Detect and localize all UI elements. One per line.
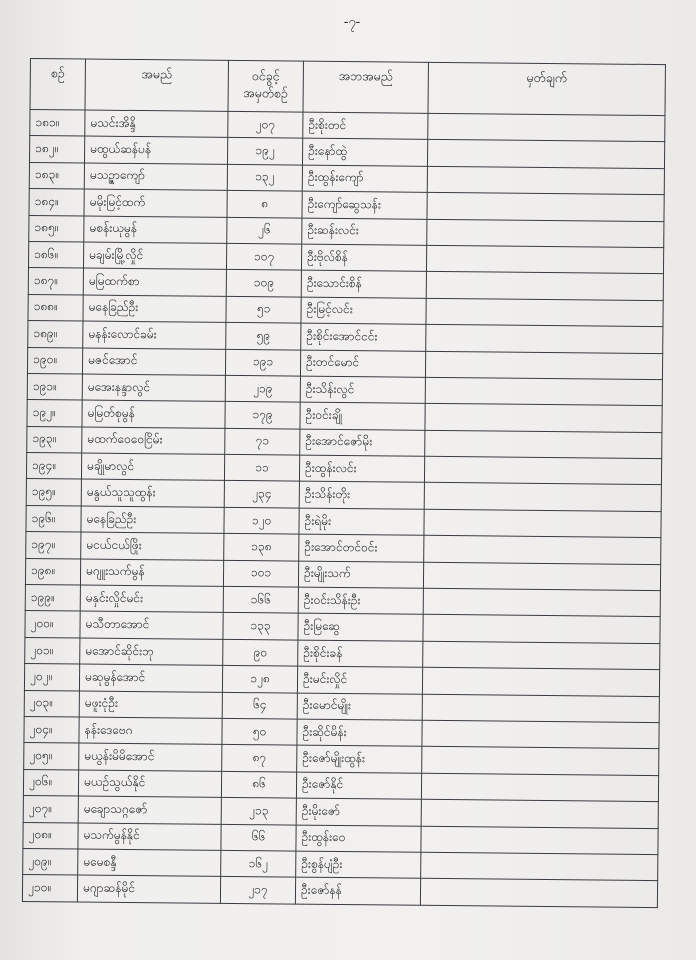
cell-name: မသက်မွန်နိုင်: [78, 823, 221, 851]
cell-father-name: ဦးထွန်းကျော်: [302, 165, 427, 193]
cell-remark: [425, 404, 662, 433]
cell-father-name: ဦးဝင်းချို: [300, 402, 425, 430]
cell-remark: [425, 430, 662, 459]
cell-remark: [420, 879, 657, 908]
cell-remark: [421, 773, 658, 802]
header-name: အမည်: [85, 59, 228, 111]
cell-roll-number: ၆၆: [221, 824, 296, 851]
cell-number: ၂၀၈။: [23, 822, 78, 849]
cell-roll-number: ၁၉၂: [227, 138, 302, 165]
cell-father-name: ဦးထွန်းလင်း: [299, 455, 424, 483]
cell-roll-number: ၂၁၇: [220, 877, 295, 904]
cell-roll-number: ၉၀: [223, 639, 298, 666]
cell-number: ၁၉၂။: [27, 400, 82, 427]
cell-roll-number: ၈: [227, 191, 302, 218]
cell-father-name: ဦးမင်းလှိုင်: [297, 666, 422, 694]
cell-roll-number: ၆၄: [222, 692, 297, 719]
cell-remark: [427, 192, 664, 221]
cell-name: မအောင်ဆိုင်းဘု: [80, 638, 223, 666]
cell-remark: [427, 219, 664, 248]
cell-number: ၁၉၁။: [27, 373, 82, 400]
cell-remark: [424, 509, 661, 538]
header-number: စဉ်: [30, 59, 85, 111]
cell-roll-number: ၂၁၉: [225, 375, 300, 402]
cell-roll-number: ၁၃၈: [224, 534, 299, 561]
cell-father-name: ဦးမိုးဇော်: [296, 798, 421, 826]
cell-name: မဖူးငုံဦး: [79, 691, 222, 719]
cell-name: မမြတ်စုမွန်: [82, 400, 225, 428]
cell-remark: [421, 852, 658, 881]
cell-number: ၁၈၅။: [29, 215, 84, 242]
cell-name: မအေးနန္ဒာလွင်: [82, 374, 225, 402]
cell-remark: [426, 272, 663, 301]
cell-name: မချောသဂ္ဂဇော်: [78, 796, 221, 824]
cell-roll-number: ၁၆၆: [223, 586, 298, 613]
cell-number: ၁၉၈။: [25, 558, 80, 585]
cell-remark: [423, 641, 660, 670]
cell-father-name: ဦးမောင်မျိုး: [297, 693, 422, 721]
cell-roll-number: ၇၁: [225, 428, 300, 455]
cell-roll-number: ၁၁: [224, 454, 299, 481]
cell-number: ၁၈၇။: [28, 268, 83, 295]
cell-number: ၁၈၆။: [28, 241, 83, 268]
cell-roll-number: ၁၃၂: [227, 164, 302, 191]
cell-roll-number: ၁၆၂: [221, 850, 296, 877]
cell-father-name: ဦးတင်မောင်: [300, 350, 425, 378]
table-row: [22, 875, 657, 907]
cell-remark: [422, 694, 659, 723]
cell-father-name: ဦးသိန်းတိုး: [299, 482, 424, 510]
cell-roll-number: ၈၇: [222, 745, 297, 772]
cell-name: မထွယ်ဆန်ပန်: [84, 136, 227, 164]
header-father-name: အဘအမည်: [303, 61, 428, 113]
page-number: -၇-: [343, 15, 361, 30]
cell-father-name: ဦးသိန်းလွင်: [300, 376, 425, 404]
cell-father-name: ဦးဇော်မျိုးထွန်း: [297, 745, 422, 773]
cell-remark: [424, 536, 661, 565]
cell-name: မနှင်းလှိုင်မင်း: [80, 585, 223, 613]
cell-father-name: ဦးဗိုလ်စိန်: [301, 244, 426, 272]
cell-roll-number: ၅၀: [222, 718, 297, 745]
cell-father-name: ဦးထွန်းဝေ: [296, 825, 421, 853]
cell-number: ၁၈၈။: [28, 294, 83, 321]
cell-father-name: ဦးစိုင်းခန်: [298, 640, 423, 668]
cell-roll-number: ၁၂၈: [222, 666, 297, 693]
cell-roll-number: ၁၂၀: [224, 507, 299, 534]
cell-number: ၂၀၇။: [23, 796, 78, 823]
cell-name: မထက်ဝေဝေငြိမ်း: [82, 427, 225, 455]
cell-roll-number: ၈၆: [221, 771, 296, 798]
cell-father-name: ဦးမြင့်လင်း: [301, 297, 426, 325]
cell-number: ၂၀၆။: [23, 769, 78, 796]
cell-number: ၁၈၂။: [29, 136, 84, 163]
cell-father-name: ဦးရဲမိုး: [299, 508, 424, 536]
cell-father-name: ဦးသောင်းစိန်: [301, 270, 426, 298]
cell-roll-number: ၂၃၄: [224, 481, 299, 508]
cell-number: ၁၉၄။: [26, 453, 81, 480]
cell-roll-number: ၅၉: [226, 323, 301, 350]
cell-father-name: ဦးအောင်ဇော်မိုး: [300, 429, 425, 457]
cell-name: မမေစန္ဒီ: [78, 849, 221, 877]
cell-father-name: ဦးစိုးတင်: [303, 112, 428, 140]
cell-father-name: ဦးဇော်နိုင်: [296, 772, 421, 800]
cell-name: မနွယ်သူသူထွန်း: [81, 479, 224, 507]
cell-name: မငယ်ငယ်ဖြိုး: [81, 532, 224, 560]
cell-number: ၁၉၇။: [26, 532, 81, 559]
cell-roll-number: ၁၀၁: [223, 560, 298, 587]
cell-remark: [421, 826, 658, 855]
cell-number: ၁၈၉။: [28, 321, 83, 348]
cell-roll-number: ၁၉၁: [225, 349, 300, 376]
cell-number: ၂၁၀။: [22, 875, 77, 902]
header-remark: မှတ်ချက်: [428, 62, 665, 115]
cell-name: နန်းဒေဗေဂ: [79, 717, 222, 745]
cell-remark: [422, 747, 659, 776]
cell-roll-number: ၁၃၃: [223, 613, 298, 640]
cell-name: မယွန်းမိမိအောင်: [79, 743, 222, 771]
cell-number: ၂၀၃။: [24, 690, 79, 717]
cell-name: မချမ်းမြို့လှိုင်: [83, 242, 226, 270]
cell-father-name: ဦးအောင်တင်ဝင်း: [299, 534, 424, 562]
cell-father-name: ဦးကျော်ဆွေသန်း: [302, 191, 427, 219]
cell-remark: [426, 245, 663, 274]
cell-father-name: ဦးဆိုင်မိန်း: [297, 719, 422, 747]
cell-roll-number: ၂၆: [227, 217, 302, 244]
cell-number: ၁၈၃။: [29, 162, 84, 189]
table-header-row: [30, 59, 665, 116]
cell-father-name: ဦးစွန်ပျံဦး: [296, 851, 421, 879]
cell-name: မနန်းလောင်ခမ်း: [83, 321, 226, 349]
cell-number: ၁၉၅။: [26, 479, 81, 506]
cell-number: ၁၉၉။: [25, 585, 80, 612]
cell-name: မဇင်အောင်: [82, 348, 225, 376]
cell-remark: [426, 324, 663, 353]
cell-remark: [422, 668, 659, 697]
cell-number: ၂၀၂။: [24, 664, 79, 691]
cell-remark: [422, 720, 659, 749]
header-roll-line1: ဝင်ခွင့်: [251, 68, 280, 84]
cell-number: ၁၈၄။: [29, 189, 84, 216]
cell-remark: [427, 140, 664, 169]
cell-father-name: ဦးဆန်းလင်း: [302, 218, 427, 246]
cell-remark: [426, 298, 663, 327]
cell-number: ၁၉၀။: [27, 347, 82, 374]
cell-remark: [423, 562, 660, 591]
cell-father-name: ဦးမြဆွေ: [298, 614, 423, 642]
cell-father-name: ဦးဝင်းသိန်းဦး: [298, 587, 423, 615]
header-roll-line2: အမှတ်စဉ်: [243, 85, 289, 101]
cell-name: မနေခြည်ဦး: [83, 295, 226, 323]
cell-remark: [424, 483, 661, 512]
cell-name: မဆုမွန်အောင်: [79, 664, 222, 692]
cell-number: ၁၉၆။: [26, 505, 81, 532]
table-body: [22, 110, 665, 908]
cell-number: ၂၀၁။: [25, 637, 80, 664]
cell-name: မဂျူးသက်မွန်: [80, 559, 223, 587]
cell-roll-number: ၁၇၉: [225, 402, 300, 429]
cell-name: မယဉ်သွယ်နိုင်: [78, 770, 221, 798]
cell-remark: [425, 351, 662, 380]
header-roll-number: [228, 60, 303, 112]
cell-remark: [421, 799, 658, 828]
cell-father-name: ဦးနော်ထွဲ: [302, 139, 427, 167]
cell-remark: [428, 113, 665, 142]
cell-father-name: ဦးဇော်နန်: [295, 877, 420, 905]
cell-father-name: ဦးမျိုးသက်: [298, 561, 423, 589]
cell-name: မမိုးမြင့်ထက်: [84, 189, 227, 217]
cell-number: ၂၀၀။: [25, 611, 80, 638]
cell-roll-number: ၂၀၇: [228, 111, 303, 138]
cell-roll-number: ၅၁: [226, 296, 301, 323]
cell-name: မသီတာအောင်: [80, 611, 223, 639]
cell-remark: [423, 588, 660, 617]
cell-remark: [427, 166, 664, 195]
cell-roll-number: ၂၁၃: [221, 798, 296, 825]
cell-name: မနေခြည်ဦး: [81, 506, 224, 534]
cell-number: ၁၉၃။: [27, 426, 82, 453]
cell-number: ၂၀၅။: [24, 743, 79, 770]
cell-roll-number: ၁၀၉: [226, 270, 301, 297]
cell-number: ၂၀၉။: [23, 848, 78, 875]
cell-name: မသင်းအိန္ဒိ: [85, 110, 228, 138]
cell-father-name: ဦးစိုင်းအောင်ငင်း: [301, 323, 426, 351]
cell-roll-number: ၁၀၇: [226, 243, 301, 270]
cell-name: မချိုမာလွင်: [81, 453, 224, 481]
cell-number: ၂၀၄။: [24, 716, 79, 743]
cell-remark: [423, 615, 660, 644]
cell-name: မဂျာဆန်မိုင်: [77, 875, 220, 903]
cell-remark: [424, 456, 661, 485]
cell-name: မစန်းယုမွန်: [84, 216, 227, 244]
cell-number: ၁၈၁။: [30, 110, 85, 137]
cell-name: မသဉ္ဇာကျော်: [84, 163, 227, 191]
cell-name: မမြထက်စာ: [83, 268, 226, 296]
student-list-table: [22, 58, 666, 908]
cell-remark: [425, 377, 662, 406]
